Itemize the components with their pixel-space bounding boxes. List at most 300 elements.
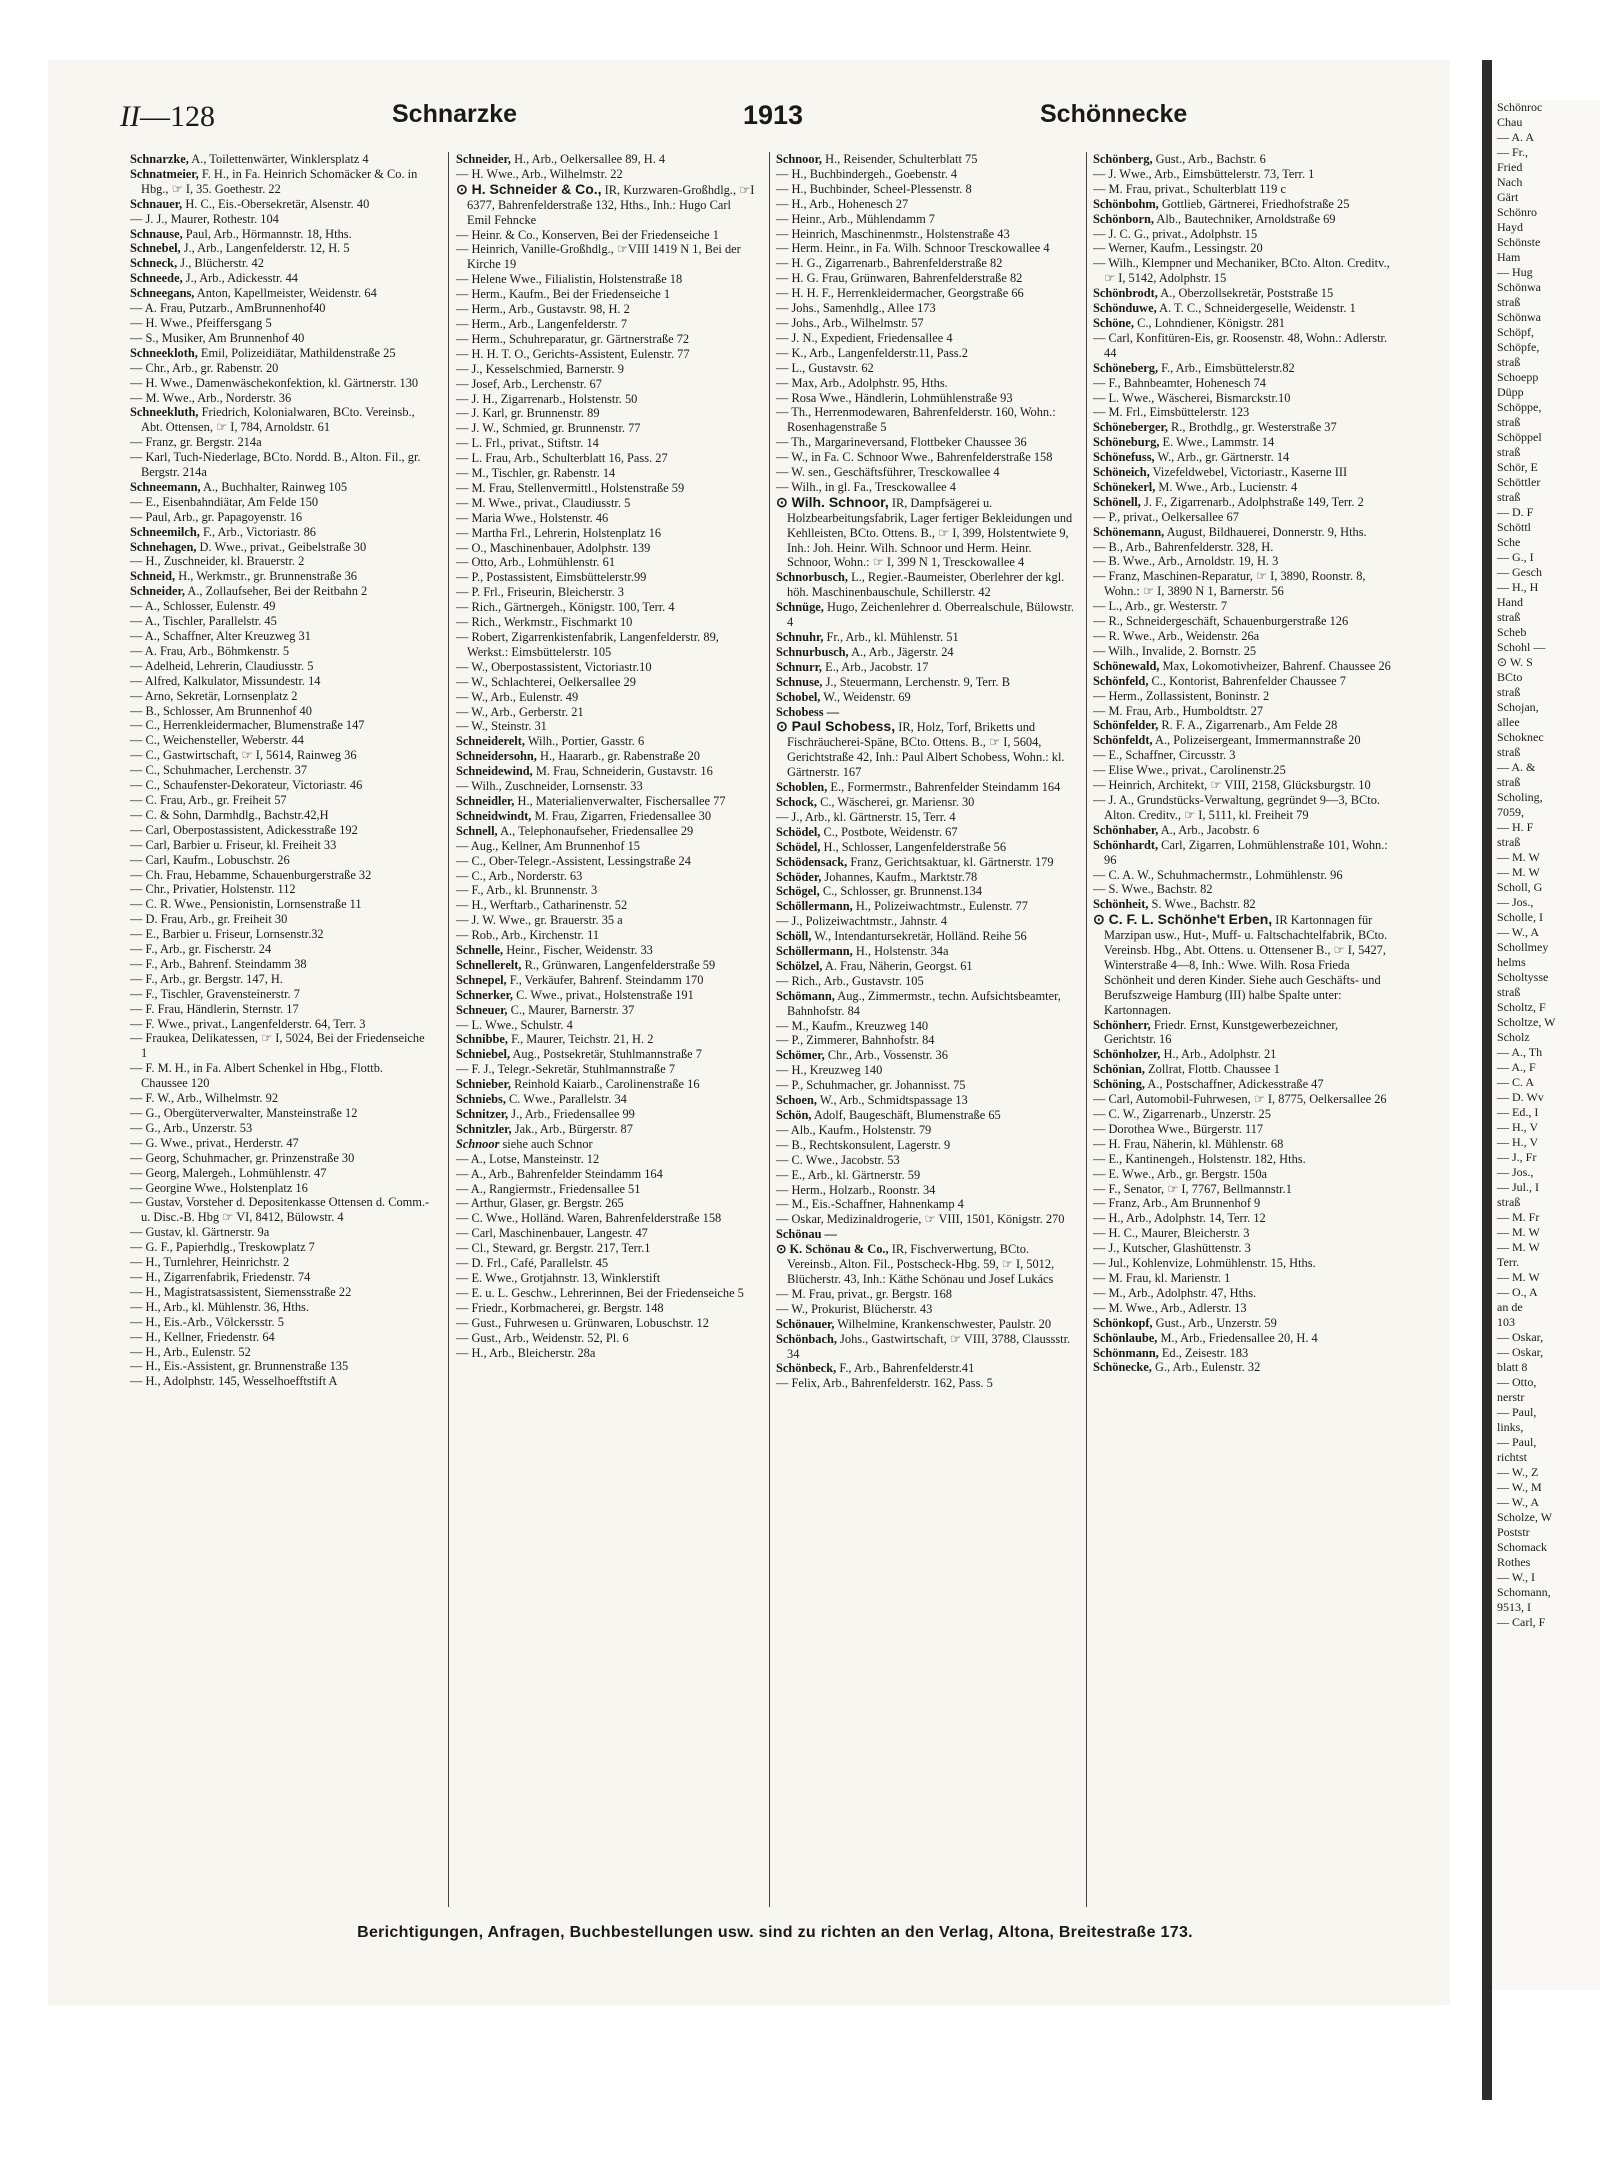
- entry-name: Schömer,: [776, 1048, 825, 1063]
- directory-entry: [1093, 212, 1393, 227]
- directory-entry: [456, 1241, 756, 1256]
- entry-details: — Gust., Arb., Weidenstr. 52, Pl. 6: [456, 1330, 629, 1345]
- directory-entry: [130, 942, 430, 957]
- directory-entry: [130, 331, 430, 346]
- entry-details: — W., Prokurist, Blücherstr. 43: [776, 1301, 933, 1316]
- entry-name: Schock,: [776, 794, 817, 809]
- directory-entry: [1093, 241, 1393, 256]
- directory-entry: [456, 466, 756, 481]
- directory-entry: [130, 346, 430, 361]
- directory-entry: [1093, 1256, 1393, 1271]
- entry-name: Schneiderelt,: [456, 734, 525, 749]
- entry-details: — F., Senator, ☞ I, 7767, Bellmannstr.1: [1093, 1181, 1292, 1196]
- directory-entry: [1093, 838, 1393, 868]
- facing-page-line: Schollmey: [1497, 940, 1549, 954]
- directory-entry: [456, 287, 756, 302]
- directory-entry: [776, 465, 1076, 480]
- directory-entry: [130, 152, 430, 167]
- entry-name: Schön,: [776, 1108, 812, 1122]
- entry-details: — M. Frau, privat., gr. Bergstr. 168: [776, 1286, 952, 1301]
- directory-entry: [1093, 480, 1393, 495]
- entry-details: C., Maurer, Barnerstr. 37: [507, 1002, 635, 1017]
- directory-entry: [1093, 1346, 1393, 1361]
- directory-entry: [130, 972, 430, 987]
- entry-details: — Heinrich, Vanille-Großhdlg., ☞VIII 1419 N 1, Bei der Kirche 19: [456, 242, 741, 272]
- entry-details: — M. Wwe., privat., Claudiusstr. 5: [456, 495, 631, 510]
- entry-details: — Herm., Arb., Langenfelderstr. 7: [456, 316, 628, 331]
- entry-name: Schnehagen,: [130, 539, 197, 554]
- directory-entry: [130, 868, 430, 883]
- facing-page-line: — A., F: [1497, 1060, 1536, 1074]
- entry-details: — L. Wwe., Wäscherei, Bismarckstr.10: [1093, 390, 1291, 405]
- entry-details: — C. Wwe., Jacobstr. 53: [776, 1152, 900, 1167]
- directory-entry: [456, 1301, 756, 1316]
- entry-details: E. Wwe., Lammstr. 14: [1159, 435, 1275, 450]
- entry-details: — G., Obergüterverwalter, Mansteinstraße 12: [130, 1106, 358, 1120]
- facing-page-line: — W., I: [1497, 1570, 1536, 1584]
- entry-details: — M. Wwe., Arb., Adlerstr. 13: [1093, 1300, 1247, 1315]
- directory-entry: [456, 436, 756, 451]
- entry-details: — P. Frl., Friseurin, Bleicherstr. 3: [456, 585, 624, 600]
- entry-details: M. Frau, Schneiderin, Gustavstr. 16: [532, 764, 713, 779]
- directory-entry: [130, 405, 430, 435]
- directory-entry: [1093, 599, 1393, 614]
- directory-entry: [776, 167, 1076, 182]
- facing-page-line: nerstr: [1497, 1390, 1525, 1404]
- directory-entry: [1093, 435, 1393, 450]
- entry-details: Fr., Arb., kl. Mühlenstr. 51: [823, 630, 959, 644]
- entry-details: — H., Buchbinder, Scheel-Plessenstr. 8: [776, 181, 972, 196]
- directory-entry: [456, 1196, 756, 1211]
- entry-name: Schönfeld,: [1093, 673, 1149, 688]
- entry-details: — C., Herrenkleidermacher, Blumenstraße 147: [130, 718, 365, 733]
- entry-details: Franz, Gerichtsaktuar, kl. Gärtnerstr. 179: [847, 854, 1054, 869]
- entry-details: — B., Arb., Bahrenfelderstr. 328, H.: [1093, 539, 1274, 554]
- directory-entry: [776, 1197, 1076, 1212]
- entry-details: — E. u. L. Geschw., Lehrerinnen, Bei der Friedenseiche 5: [456, 1285, 744, 1300]
- entry-details: — H., Kellner, Friedenstr. 64: [130, 1329, 275, 1344]
- directory-entry: [1093, 1077, 1393, 1092]
- entry-details: — H., Adolphstr. 145, Wesselhoefftstift A: [130, 1374, 338, 1389]
- entry-details: — A., Lotse, Mansteinstr. 12: [456, 1151, 600, 1166]
- directory-entry: [456, 1167, 756, 1182]
- entry-details: — H., Zuschneider, kl. Brauerstr. 2: [130, 554, 305, 569]
- entry-details: F., Arb., Victoriastr. 86: [199, 524, 316, 539]
- entry-details: — H. C., Maurer, Bleicherstr. 3: [1093, 1226, 1250, 1241]
- directory-entry: [1093, 718, 1393, 733]
- entry-name: Schnatmeier,: [130, 166, 199, 181]
- directory-entry: [776, 286, 1076, 301]
- entry-details: — Gustav, kl. Gärtnerstr. 9a: [130, 1225, 270, 1240]
- entry-details: — H., Werftarb., Catharinenstr. 52: [456, 898, 628, 913]
- entry-name: Schönbohm,: [1093, 196, 1159, 211]
- directory-entry: [456, 719, 756, 734]
- directory-entry: [1093, 495, 1393, 510]
- directory-entry: [130, 1270, 430, 1285]
- directory-entry: [456, 317, 756, 332]
- entry-name: Schönborn,: [1093, 211, 1154, 226]
- directory-entry: [456, 779, 756, 794]
- entry-details: — Rich., Werkmstr., Fischmarkt 10: [456, 615, 633, 630]
- entry-name: ⊙ Wilh. Schnoor,: [776, 493, 889, 510]
- facing-page-line: Scholtysse: [1497, 970, 1549, 984]
- facing-page-line: richtst: [1497, 1450, 1527, 1464]
- entry-details: — Th., Margarineversand, Flottbeker Chaussee 36: [776, 435, 1027, 450]
- directory-entry: [776, 405, 1076, 435]
- directory-entry: [130, 1345, 430, 1360]
- facing-page-line: — D. Wv: [1497, 1090, 1544, 1104]
- entry-details: — F. Wwe., privat., Langenfelderstr. 64, Terr. 3: [130, 1016, 366, 1031]
- entry-name: Schnause,: [130, 226, 183, 241]
- facing-page-line: Schönwa: [1497, 280, 1541, 294]
- entry-name: Schneemann,: [130, 479, 201, 494]
- directory-entry: [456, 541, 756, 556]
- entry-details: — F., Bahnbeamter, Hohenesch 74: [1093, 375, 1266, 390]
- entry-details: H., Schlosser, Langenfelderstraße 56: [820, 839, 1007, 854]
- entry-details: — H. Wwe., Damenwäschekonfektion, kl. Gärtnerstr. 130: [130, 375, 419, 390]
- entry-name: Schobel,: [776, 689, 821, 704]
- entry-details: — Heinrich, Architekt, ☞ VIII, 2158, Glücksburgstr. 10: [1093, 778, 1371, 793]
- directory-entry: [130, 1374, 430, 1389]
- directory-entry: [1093, 868, 1393, 883]
- entry-details: — D. Frl., Café, Parallelstr. 45: [456, 1256, 609, 1271]
- directory-entry: [130, 704, 430, 719]
- directory-entry: [1093, 733, 1393, 748]
- entry-details: Hugo, Zeichenlehrer d. Oberrealschule, Bülowstr. 4: [787, 600, 1075, 630]
- entry-details: W., Weidenstr. 69: [820, 689, 911, 704]
- facing-page-line: — W., Z: [1497, 1465, 1539, 1479]
- directory-entry: [130, 361, 430, 376]
- entry-details: — S. Wwe., Bachstr. 82: [1093, 882, 1213, 897]
- entry-details: — H. G. Frau, Grünwaren, Bahrenfelderstraße 82: [776, 271, 1023, 286]
- entry-details: — Paul, Arb., gr. Papagoyenstr. 16: [130, 509, 303, 524]
- directory-entry: [1093, 629, 1393, 644]
- entry-details: — Heinr., Arb., Mühlendamm 7: [776, 211, 935, 226]
- directory-entry: [130, 718, 430, 733]
- directory-entry: [1093, 704, 1393, 719]
- facing-page-line: straß: [1497, 1195, 1521, 1209]
- entry-details: — F., Arb., kl. Brunnenstr. 3: [456, 883, 598, 898]
- directory-entry: [456, 228, 756, 243]
- entry-details: M. Frau, Zigarren, Friedensallee 30: [531, 808, 712, 823]
- directory-entry: [130, 689, 430, 704]
- entry-name: Schönbach,: [776, 1331, 837, 1346]
- entry-details: R., Brothdlg., gr. Westerstraße 37: [1167, 420, 1337, 435]
- facing-page-line: — H., V: [1497, 1120, 1539, 1134]
- entry-details: A., Arb., Jacobstr. 6: [1158, 822, 1260, 837]
- entry-details: — C. Frau, Arb., gr. Freiheit 57: [130, 792, 287, 807]
- directory-entry: [456, 600, 756, 615]
- directory-entry: [1093, 644, 1393, 659]
- entry-name: Schneidewind,: [456, 764, 533, 779]
- directory-entry: [130, 1031, 430, 1061]
- entry-details: — M. Frau, Stellenvermittl., Holstenstraße 59: [456, 480, 685, 495]
- facing-page-line: — Hug: [1497, 265, 1533, 279]
- facing-page-line: — Fr.,: [1497, 145, 1529, 159]
- entry-details: — Th., Herrenmodewaren, Bahrenfelderstr. 160, Wohn.: Rosenhagenstraße 5: [776, 405, 1056, 435]
- directory-entry: [776, 959, 1076, 974]
- directory-entry: [456, 615, 756, 630]
- directory-entry: [1093, 227, 1393, 242]
- entry-name: Schönholzer,: [1093, 1047, 1161, 1062]
- entry-name: Schönfelder,: [1093, 718, 1159, 733]
- directory-entry: [1093, 1137, 1393, 1152]
- entry-name: Schnibbe,: [456, 1032, 508, 1047]
- entry-details: — P., Postassistent, Eimsbüttelerstr.99: [456, 570, 647, 585]
- entry-name: Schneider,: [456, 152, 511, 166]
- entry-name: Schönbeck,: [776, 1361, 837, 1376]
- entry-details: G., Arb., Eulenstr. 32: [1151, 1360, 1261, 1375]
- facing-page-line: — C. A: [1497, 1075, 1535, 1089]
- directory-entry: [1093, 1092, 1393, 1107]
- entry-name: Schöneberger,: [1093, 420, 1168, 435]
- entry-details: — F., Arb., gr. Fischerstr. 24: [130, 942, 272, 957]
- entry-name: ⊙ K. Schönau & Co.,: [776, 1242, 889, 1257]
- directory-entry: [130, 1136, 430, 1151]
- directory-entry: [130, 391, 430, 406]
- entry-details: — Georg, Malergeh., Lohmühlenstr. 47: [130, 1165, 327, 1180]
- entry-name: Schnorbusch,: [776, 570, 848, 585]
- entry-details: — W., Arb., Eulenstr. 49: [456, 689, 579, 704]
- facing-page-line: 7059,: [1497, 805, 1524, 819]
- entry-details: — A., Arb., Bahrenfelder Steindamm 164: [456, 1166, 663, 1181]
- header-first-entry: Schnarzke: [392, 100, 518, 128]
- directory-entry: [130, 1285, 430, 1300]
- entry-details: — Chr., Arb., gr. Rabenstr. 20: [130, 360, 279, 375]
- facing-page-line: Scholing,: [1497, 790, 1543, 804]
- entry-details: — Robert, Zigarrenkistenfabrik, Langenfelderstr. 89, Werkst.: Eimsbüttelerstr. 105: [456, 630, 719, 659]
- entry-details: — Wilh., Zuschneider, Lornsenstr. 33: [456, 779, 643, 794]
- facing-page-line: straß: [1497, 985, 1521, 999]
- entry-details: — O., Maschinenbauer, Adolphstr. 139: [456, 540, 651, 555]
- entry-details: F., Maurer, Teichstr. 21, H. 2: [508, 1032, 654, 1047]
- directory-entry: [1093, 659, 1393, 674]
- facing-page-line: Rothes: [1497, 1555, 1531, 1569]
- directory-entry: [1093, 1047, 1393, 1062]
- entry-details: Emil, Polizeidiätar, Mathildenstraße 25: [197, 345, 396, 360]
- facing-page-line: Schönroc: [1497, 100, 1543, 114]
- directory-entry: [776, 884, 1076, 899]
- entry-details: — Alb., Kaufm., Holstenstr. 79: [776, 1122, 932, 1137]
- entry-details: — M. Frau, kl. Marienstr. 1: [1093, 1270, 1231, 1285]
- entry-name: Schödensack,: [776, 854, 848, 869]
- entry-details: C., Lohndiener, Königstr. 281: [1133, 315, 1285, 330]
- entry-name: Schöne,: [1093, 315, 1134, 330]
- directory-entry: [456, 883, 756, 898]
- directory-entry: [456, 182, 756, 228]
- directory-entry: [1093, 793, 1393, 823]
- directory-entry: [130, 823, 430, 838]
- entry-name: Schnurbusch,: [776, 644, 849, 659]
- entry-details: — Carl, Maschinenbauer, Langestr. 47: [456, 1226, 648, 1241]
- directory-entry: [776, 197, 1076, 212]
- entry-name: Schönecke,: [1093, 1360, 1152, 1375]
- directory-entry: [130, 1195, 430, 1225]
- directory-entry: [776, 152, 1076, 167]
- directory-entry: [1093, 569, 1393, 599]
- directory-entry: [456, 1018, 756, 1033]
- facing-page-line: Scholtze, W: [1497, 1015, 1556, 1029]
- entry-name: Schnauer,: [130, 196, 183, 211]
- entry-name: Schnieber,: [456, 1077, 511, 1092]
- directory-entry: [130, 1359, 430, 1374]
- directory-entry: [1093, 1018, 1393, 1048]
- directory-entry: [456, 1286, 756, 1301]
- entry-details: — J. N., Expedient, Friedensallee 4: [776, 330, 953, 345]
- entry-details: C. Wwe., Parallelstr. 34: [505, 1092, 627, 1107]
- facing-page-line: Scholle, I: [1497, 910, 1543, 924]
- entry-details: — Herm., Kaufm., Bei der Friedenseiche 1: [456, 287, 671, 302]
- directory-entry: [1093, 256, 1393, 286]
- entry-details: — J., Kesselschmied, Barnerstr. 9: [456, 361, 624, 376]
- entry-details: Wilhelmine, Krankenschwester, Paulstr. 20: [834, 1316, 1052, 1331]
- facing-page-line: straß: [1497, 415, 1521, 429]
- entry-details: — Carl, Oberpostassistent, Adickesstraße 192: [130, 822, 358, 837]
- entry-name: Schöneberg,: [1093, 360, 1159, 375]
- entry-name: Schöllermann,: [776, 899, 853, 914]
- entry-details: — F. M. H., in Fa. Albert Schenkel in Hbg., Flottb. Chaussee 120: [130, 1061, 384, 1091]
- directory-entry: [776, 929, 1076, 944]
- entry-details: — W., Oberpostassistent, Victoriastr.10: [456, 659, 652, 674]
- entry-name: Schönlaube,: [1093, 1330, 1158, 1345]
- directory-entry: [456, 1226, 756, 1241]
- directory-entry: [776, 182, 1076, 197]
- directory-entry: [456, 1032, 756, 1047]
- entry-details: — W. sen., Geschäftsführer, Tresckowallee 4: [776, 465, 1000, 480]
- entry-details: — H., Eis.-Arb., Völckersstr. 5: [130, 1314, 284, 1329]
- directory-entry: [776, 855, 1076, 870]
- entry-details: Chr., Arb., Vossenstr. 36: [824, 1048, 948, 1063]
- facing-page-line: — H., V: [1497, 1135, 1539, 1149]
- entry-details: — Rob., Arb., Kirchenstr. 11: [456, 928, 600, 943]
- directory-entry: [130, 316, 430, 331]
- entry-details: H., Reisender, Schulterblatt 75: [822, 152, 978, 166]
- entry-details: R., Grünwaren, Langenfelderstraße 59: [521, 957, 716, 972]
- entry-details: — H. G., Zigarrenarb., Bahrenfelderstraße 82: [776, 256, 1003, 271]
- directory-entry: [1093, 167, 1393, 182]
- directory-entry: [1093, 525, 1393, 540]
- directory-entry: [776, 705, 1076, 720]
- entry-details: — R. Wwe., Arb., Weidenstr. 26a: [1093, 629, 1260, 643]
- entry-details: Adolf, Baugeschäft, Blumenstraße 65: [811, 1108, 1001, 1122]
- directory-entry: [456, 1211, 756, 1226]
- directory-entry: [1093, 1360, 1393, 1375]
- book-gutter: [1482, 60, 1492, 2100]
- entry-details: — Felix, Arb., Bahrenfelderstr. 162, Pass. 5: [776, 1376, 993, 1391]
- directory-entry: [776, 227, 1076, 242]
- entry-details: H., Arb., Oelkersallee 89, H. 4: [510, 152, 666, 166]
- entry-details: — L. Wwe., Schulstr. 4: [456, 1017, 573, 1032]
- directory-entry: [776, 495, 1076, 571]
- directory-entry: [1093, 1122, 1393, 1137]
- entry-details: — C., Schuhmacher, Lerchenstr. 37: [130, 763, 308, 778]
- entry-details: Heinr., Fischer, Weidenstr. 33: [503, 943, 653, 958]
- entry-name: Schönhardt,: [1093, 837, 1159, 852]
- entry-details: H., Holstenstr. 34a: [852, 944, 949, 959]
- facing-page-line: — D. F: [1497, 505, 1534, 519]
- directory-entry: [776, 1138, 1076, 1153]
- entry-details: — L., Arb., gr. Westerstr. 7: [1093, 599, 1228, 614]
- entry-details: — C. W., Zigarrenarb., Unzerstr. 25: [1093, 1107, 1271, 1121]
- directory-entry: [130, 853, 430, 868]
- directory-entry: [456, 898, 756, 913]
- entry-details: — Oskar, Medizinaldrogerie, ☞ VIII, 1501, Königstr. 270: [776, 1212, 1065, 1227]
- directory-entry: [776, 810, 1076, 825]
- directory-column-4: [1093, 152, 1393, 1907]
- entry-name: Schöll,: [776, 929, 812, 944]
- directory-entry: [456, 1152, 756, 1167]
- publisher-footer: Berichtigungen, Anfragen, Buchbestellungen usw. sind zu richten an den Verlag, Altona, Breitestraße 173.: [357, 1924, 1193, 1941]
- facing-page-line: ⊙ W. S: [1497, 655, 1533, 669]
- directory-entry: [130, 1002, 430, 1017]
- directory-entry: [776, 870, 1076, 885]
- directory-entry: [776, 361, 1076, 376]
- facing-page-line: Hayd: [1497, 220, 1523, 234]
- entry-name: Schneegans,: [130, 286, 195, 301]
- facing-page-line: — Jos.,: [1497, 895, 1534, 909]
- entry-details: — Friedr., Korbmacherei, gr. Bergstr. 148: [456, 1300, 664, 1315]
- directory-entry: [456, 1062, 756, 1077]
- entry-details: E., Formermstr., Bahrenfelder Steindamm 164: [827, 780, 1061, 795]
- entry-details: — H. Wwe., Pfeiffersgang 5: [130, 315, 272, 330]
- entry-details: — D. Frau, Arb., gr. Freiheit 30: [130, 912, 288, 927]
- entry-details: — W., Arb., Gerberstr. 21: [456, 704, 584, 719]
- directory-entry: [776, 376, 1076, 391]
- directory-entry: [456, 1137, 756, 1152]
- entry-details: — Cl., Steward, gr. Bergstr. 217, Terr.1: [456, 1241, 651, 1256]
- entry-details: — B., Rechtskonsulent, Lagerstr. 9: [776, 1137, 951, 1152]
- directory-entry: [456, 555, 756, 570]
- entry-details: W., Intendantursekretär, Holländ. Reihe 56: [811, 929, 1027, 944]
- entry-details: — J. Karl, gr. Brunnenstr. 89: [456, 406, 600, 421]
- directory-entry: [1093, 376, 1393, 391]
- entry-details: siehe auch Schnor: [499, 1136, 593, 1151]
- entry-details: J., Steuermann, Lerchenstr. 9, Terr. B: [822, 674, 1010, 689]
- directory-column-1: [130, 152, 430, 1907]
- entry-details: R. F. A., Zigarrenarb., Am Felde 28: [1158, 718, 1338, 733]
- entry-name: Schöllermann,: [776, 944, 853, 959]
- entry-details: A., Toilettenwärter, Winklersplatz 4: [188, 152, 369, 166]
- entry-details: — Aug., Kellner, Am Brunnenhof 15: [456, 838, 640, 853]
- directory-entry: [776, 301, 1076, 316]
- entry-name: Schönefuss,: [1093, 450, 1155, 465]
- entry-details: — C., Schaufenster-Dekorateur, Victoriastr. 46: [130, 778, 363, 793]
- directory-entry: [1093, 763, 1393, 778]
- entry-name: Schönemann,: [1093, 524, 1165, 539]
- entry-details: — C. & Sohn, Darmhdlg., Bachstr.42,H: [130, 807, 329, 822]
- entry-details: — C., Weichensteller, Weberstr. 44: [130, 733, 304, 748]
- facing-page-line: Hand: [1497, 595, 1523, 609]
- directory-entry: [1093, 1301, 1393, 1316]
- entry-details: — F., Arb., gr. Bergstr. 147, H.: [130, 971, 283, 986]
- entry-details: — H., Turnlehrer, Heinrichstr. 2: [130, 1255, 290, 1270]
- entry-details: — Gustav, Vorsteher d. Depositenkasse Ottensen d. Comm.- u. Disc.-B. Hbg ☞ VI, 8412, Bülowstr. 4: [130, 1195, 430, 1225]
- entry-details: — E., Eisenbahndiätar, Am Felde 150: [130, 494, 319, 509]
- entry-details: — F. J., Telegr.-Sekretär, Stuhlmannstraße 7: [456, 1062, 676, 1077]
- facing-page-line: — Paul,: [1497, 1405, 1537, 1419]
- entry-details: — H., Buchbindergeh., Goebenstr. 4: [776, 166, 958, 181]
- entry-details: A. Frau, Näherin, Georgst. 61: [822, 958, 973, 973]
- facing-page-line: — W., A: [1497, 925, 1540, 939]
- entry-details: — E., Arb., kl. Gärtnerstr. 59: [776, 1167, 921, 1182]
- entry-details: — A. Frau, Arb., Böhmkenstr. 5: [130, 643, 290, 658]
- directory-entry: [130, 882, 430, 897]
- entry-details: — J., Arb., kl. Gärtnerstr. 15, Terr. 4: [776, 809, 956, 824]
- facing-page-line: Schöpfe,: [1497, 340, 1540, 354]
- directory-entry: [456, 734, 756, 749]
- directory-entry: [1093, 912, 1393, 1017]
- directory-entry: [130, 1106, 430, 1121]
